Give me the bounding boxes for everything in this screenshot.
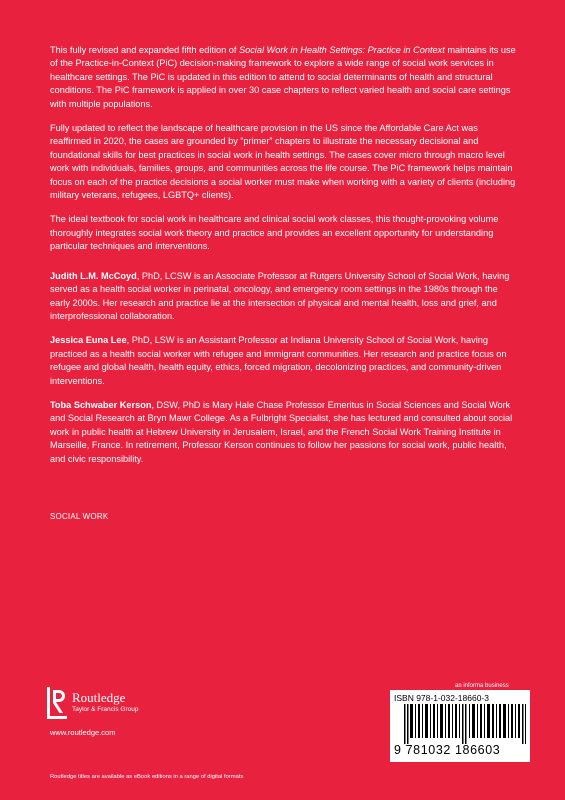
barcode-digits: 9 781032 186603 [394,743,501,757]
author-bio-3 [50,399,520,466]
author-bio-text: , PhD, LCSW is an Associate Professor at Rutgers University School of Social Work, having served as a health social worker in perinatal, oncology, and emergency room settings in the 1980s through the early 2000s. Her research and practice lie at the intersection of physical and mental health, loss and grief, and interprofessional collaboration. [50,270,510,321]
isbn-label: ISBN 978-1-032-18660-3 [394,693,489,703]
description-p1-pre: This fully revised and expanded fifth edition of [50,45,239,55]
description-paragraph-3: The ideal textbook for social work in healthcare and clinical social work classes, this thought-provoking volume thoroughly integrates social work theory and practice and provides an excellent opportunity for understanding particular techniques and interventions. [50,214,499,252]
author-bio-text: , DSW, PhD is Mary Hale Chase Professor Emeritus in Social Sciences and Social Work and Social Research at Bryn Mawr College. As a Fulbright Specialist, she has lectured and consulted about social work in public health at Hebrew University in Jerusalem, Israel, and the French Social Work Training Institute in Marseille, France. In retirement, Professor Kerson continues to follow her passions for social work, public health, and civic responsibility. [50,399,513,464]
book-title-inline: Social Work in Health Settings: Practice in Context [238,45,445,55]
barcode-icon [404,704,526,744]
description-block [50,44,520,477]
author-name: Toba Schwaber Kerson [50,399,152,410]
publisher-name: Routledge [72,690,126,705]
barcode-box [390,690,530,762]
author-name: Judith L.M. McCoyd [50,270,137,281]
informa-tagline: an informa business [455,683,509,689]
publisher-website[interactable]: www.routledge.com [50,728,116,737]
subject-category: SOCIAL WORK [50,512,109,521]
author-bio-1 [50,270,520,324]
description-p1-post: maintains its use of the Practice-in-Context (PiC) decision-making framework to explore a wide range of social work services in healthcare settings. The PiC is updated in this edition to attend to social determinants of health and structural conditions. The PiC framework is applied in over 30 case chapters to reflect varied health and social care settings with multiple populations. [50,45,516,109]
author-bio-2 [50,334,520,388]
description-paragraph-2: Fully updated to reflect the landscape of healthcare provision in the US since the Affordable Care Act was reaffirmed in 2020, the cases are grounded by “primer” chapters to illustrate the necessary decisional and foundational skills for best practices in social work in health settings. The cases cover micro through macro level work with individuals, families, groups, and communities across the life course. The PiC framework helps maintain focus on each of the practice decisions a social worker must make when working with a variety of clients (including military veterans, refugees, LGBTQ+ clients). [50,123,516,201]
ebook-note: Routledge titles are available as eBook editions in a range of digital formats [50,774,244,780]
routledge-logo [46,686,166,726]
author-name: Jessica Euna Lee [50,335,127,346]
description-paragraph-1 [50,44,520,111]
routledge-r-icon [46,686,68,720]
author-bio-text: , PhD, LSW is an Assistant Professor at Indiana University School of Social Work, having practiced as a health social worker with refugee and immigrant communities. Her research and practice focus on refugee and global health, health equity, ethics, forced migration, decolonizing practices, and community-driven interventions. [50,335,507,386]
publisher-group: Taylor & Francis Group [72,706,139,713]
